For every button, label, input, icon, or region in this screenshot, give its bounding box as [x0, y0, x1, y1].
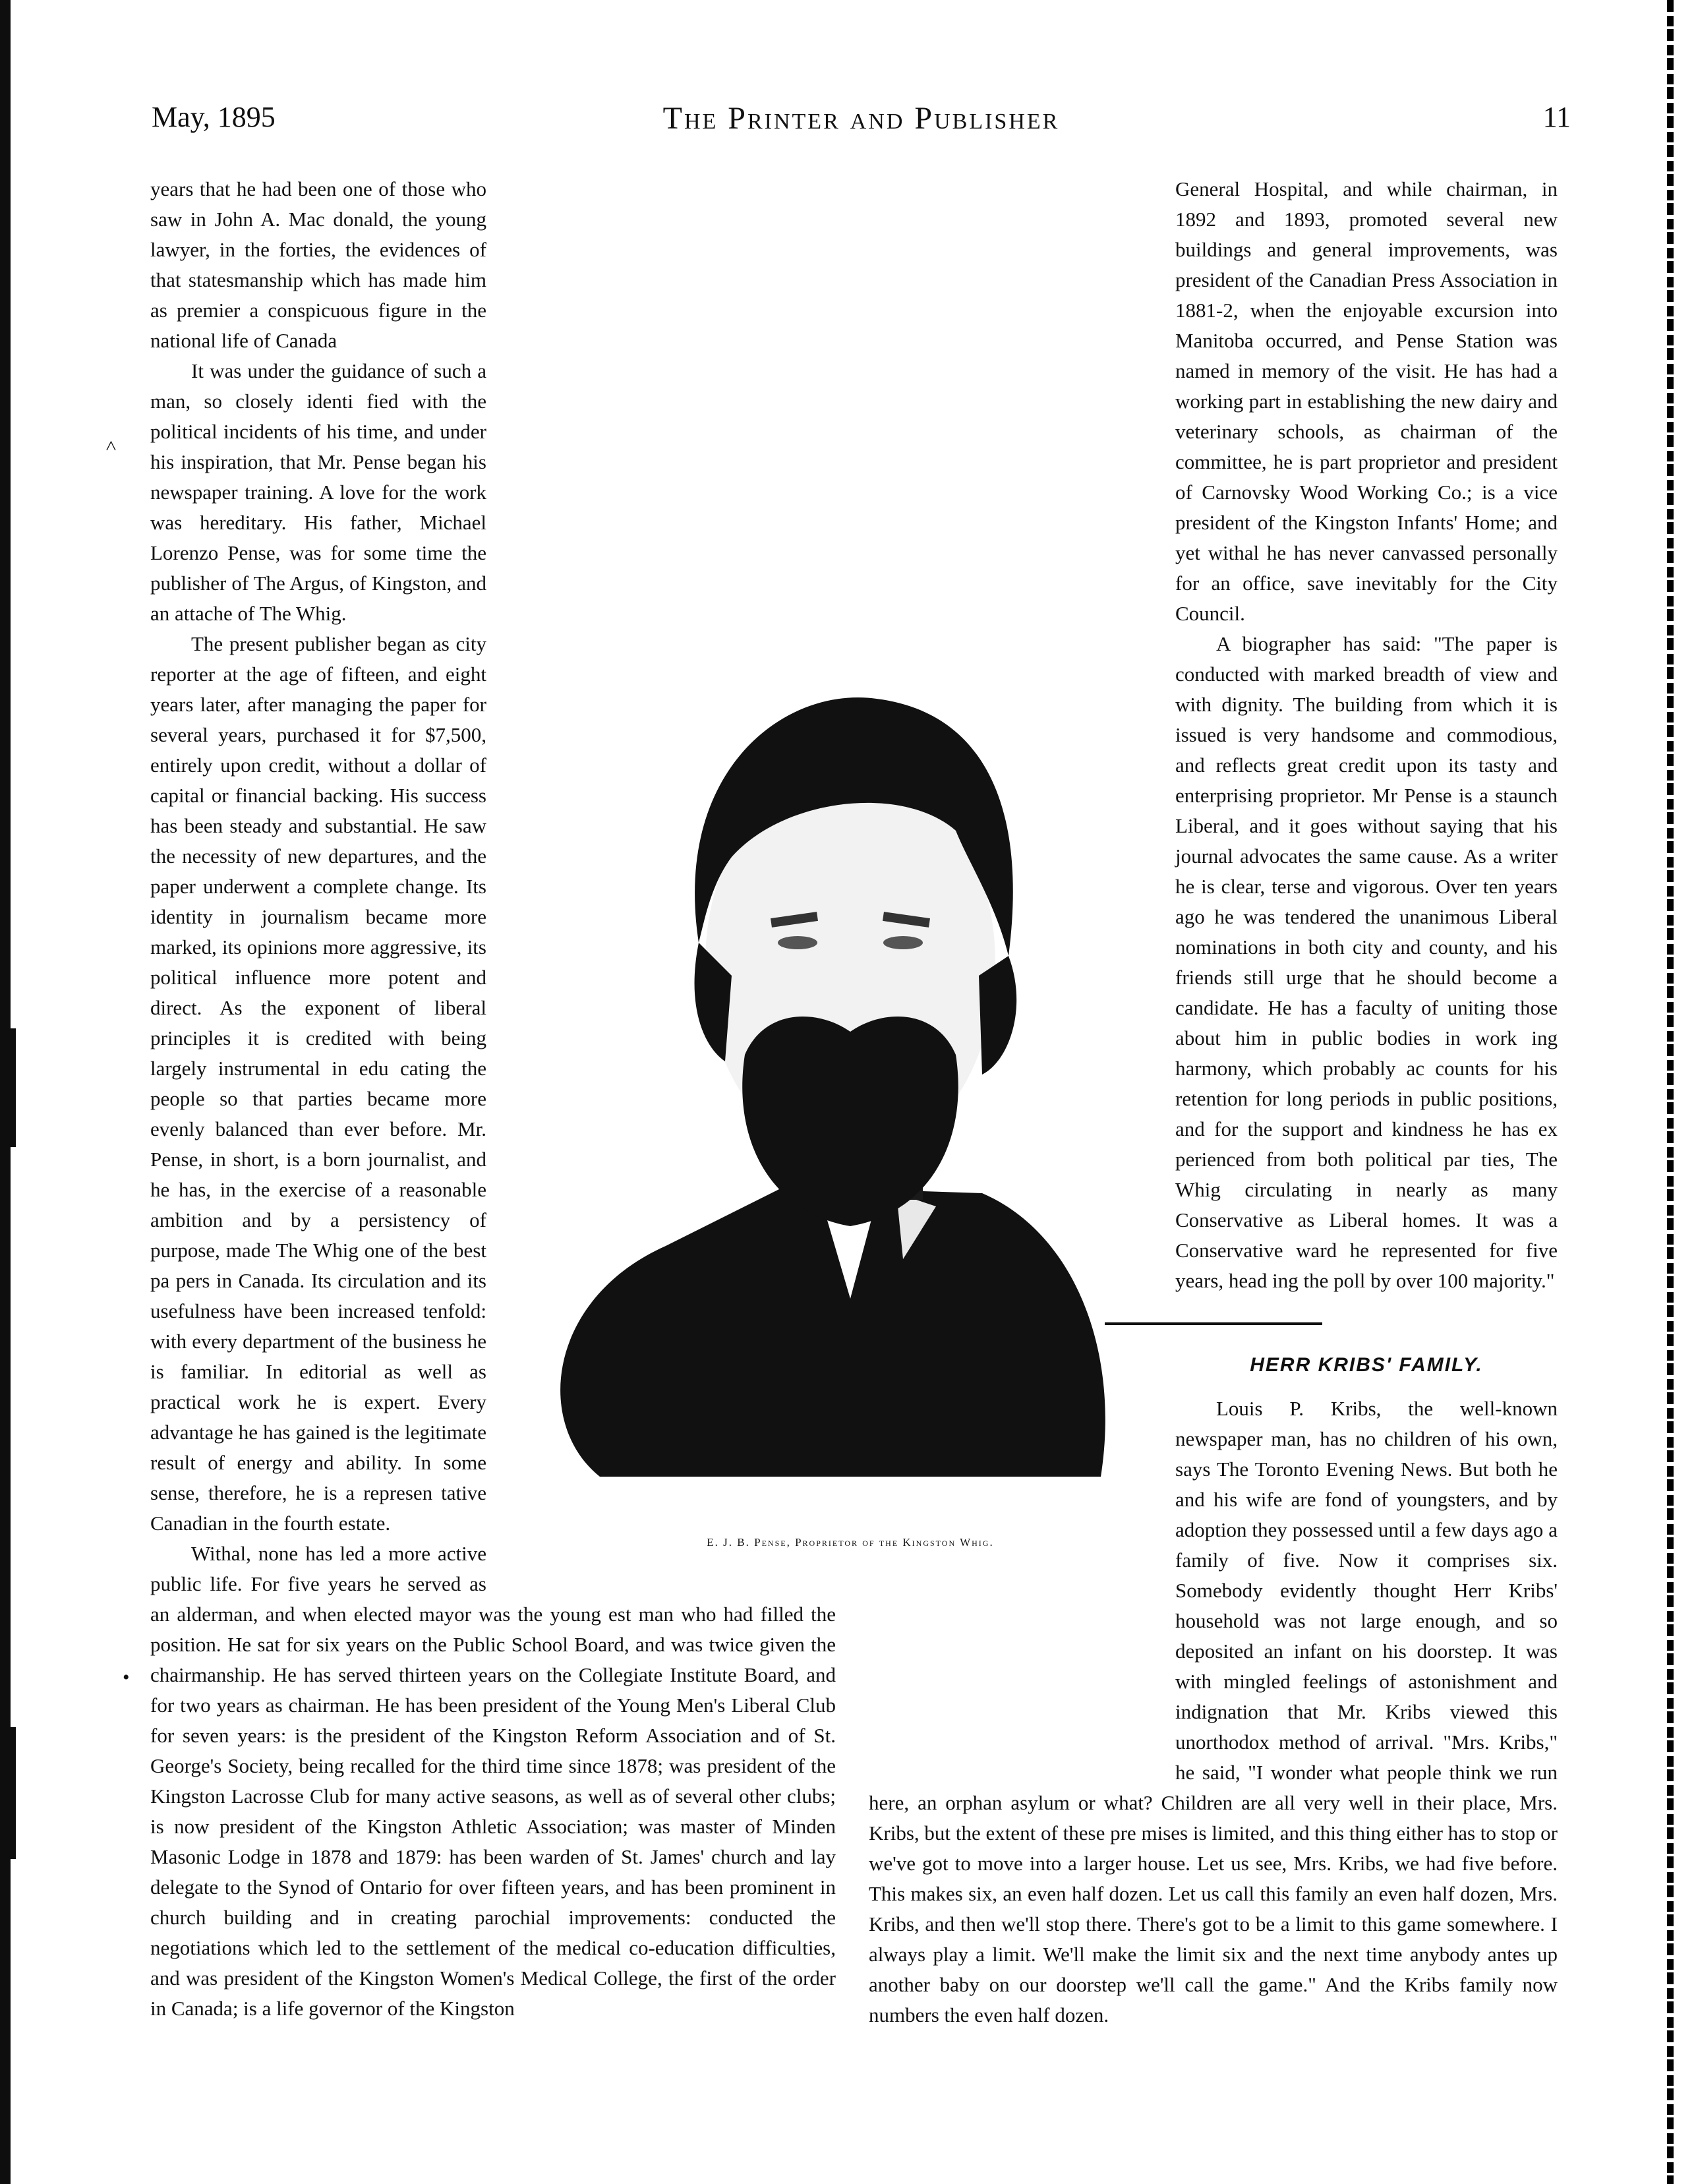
publication-title: The Printer and Publisher: [662, 101, 1060, 136]
paragraph: years that he had been one of those who saw in John A. Mac donald, the young lawyer, in the forties, the evidences of that statesmanship which has made him as premier a conspicuous figure in the national life of Canada: [150, 177, 486, 352]
paragraph: General Hospital, and while chairman, in 1892 and 1893, promoted several new buildings and general improvements, was president of the Canadian Press Association in 1881-2, when the enjoyable excursion into Manitoba occurred, and Pense Station was named in memory of the visit. He has had a working part in establishing the new dairy and veterinary schools, as chairman of the committee, he is part proprietor and president of Carnovsky Wood Working Co.; is a vice president of the Kingston Infants' Home; and yet withal he has never canvassed personally for an office, save inevitably for the City Council.: [1175, 177, 1558, 625]
stray-mark: ˄: [105, 435, 117, 457]
scan-edge-right: [1667, 0, 1674, 2184]
issue-date: May, 1895: [152, 101, 276, 133]
paragraph: It was under the guidance of such a man, so closely identi fied with the political incidents of his time, and under his inspiration, that Mr. Pense began his newspaper training. A love for the work was hereditary. His father, Michael Lorenzo Pense, was for some time the publisher of The Argus, of Kingston, and an attache of The Whig.: [150, 359, 486, 625]
paragraph: The present publisher began as city reporter at the age of fifteen, and eight years later, after managing the paper for several years, purchased it for $7,500, entirely upon credit, without a dollar of capital or financial backing. His success has been steady and substantial. He saw the necessity of new departures, and the paper underwent a complete change. Its identity in journalism became more marked, its opinions more aggressive, its political influence more potent and direct. As the exponent of liberal principles it is credited with being largely instrumental in edu cating the people so that parties became more evenly balanced than ever before. Mr. Pense, in short, is a born journalist, and he has, in the exercise of a reasonable ambition and by a persistency of purpose, made The Whig one of the best pa pers in Canada. Its circulation and its usefulness have been increased tenfold: with every department of the business he is familiar. In editorial as well as practical work he is expert. Every advantage he has gained is the legitimate result of energy and ability. In some sense, therefore, he is a represen tative Canadian in the fourth estate.: [150, 632, 486, 1535]
scan-mark: [11, 1028, 16, 1147]
scan-edge-left: [0, 0, 11, 2184]
paragraph: Louis P. Kribs, the well-known newspaper man, has no children of his own, says The Toronto Evening News. But both he and his wife are fond of youngsters, and by adoption they possessed until a few days ago a family of five. Now it comprises six. Somebody evidently thought Herr Kribs' household was not large enough, and so deposited an infant on his doorstep. It was with mingled feelings of astonishment and indignation that Mr. Kribs viewed this unorthodox method of arrival. "Mrs. Kribs," he said, "I wonder what people think we run here, an orphan asylum or what? Children are all very well in their place, Mrs. Kribs, but the extent of these pre mises is limited, and this thing either has to stop or we've got to move into a larger house. Let us see, Mrs. Kribs, we had five before. This makes six, an even half dozen. Let us call this family an even half dozen, Mrs. Kribs, and then we'll stop there. There's got to be a limit to this game somewhere. I always play a limit. We'll make the limit six and the next time anybody antes up another baby on our doorstep we'll call the game." And the Kribs family now numbers the even half dozen.: [869, 1397, 1558, 2026]
scan-mark: [11, 1727, 16, 1859]
running-header: [152, 100, 1571, 146]
portrait-photo: [508, 666, 1154, 1503]
paragraph: Withal, none has led a more active public life. For five years he served as an alderman, and when elected mayor was the young est man who had filled the position. He sat for six years on the Public School Board, and was twice given the chairmanship. He has served thirteen years on the Collegiate Institute Board, and for two years as chairman. He has been president of the Young Men's Liberal Club for seven years: is the president of the Kingston Reform Association and of St. George's Society, being recalled for the third time since 1878; was president of the Kingston Lacrosse Club for many active seasons, as well as of several other clubs; is now president of the Kingston Athletic Association; was master of Minden Masonic Lodge in 1878 and 1879: has been warden of St. James' church and lay delegate to the Synod of Ontario for over fifteen years, and has been prominent in church building and in creating parochial improvements: conducted the negotiations which led to the settlement of the medical co-education difficulties, and was president of the Kingston Women's Medical College, the first of the order in Canada; is a life governor of the Kingston: [150, 1542, 836, 2020]
paragraph: A biographer has said: "The paper is conducted with marked breadth of view and with dignity. The building from which it is issued is very handsome and commodious, and reflects great credit upon its tasty and enterprising proprietor. Mr Pense is a staunch Liberal, and it goes without saying that his journal advocates the same cause. As a writer he is clear, terse and vigorous. Over ten years ago he was tendered the unanimous Liberal nominations in both city and county, and his friends still urge that he should become a candidate. He has a faculty of uniting those about him in public bodies in work ing harmony, which probably ac counts for his retention for long periods in public positions, and for the support and kindness he has ex perienced from both political par ties, The Whig circulating in nearly as many Conservative as Liberal homes. It was a Conservative ward he represented for five years, head ing the poll by over 100 majority.": [1175, 632, 1558, 1292]
portrait-caption: E. J. B. Pense, Proprietor of the Kingston Whig.: [707, 1536, 994, 1549]
stray-mark: •: [123, 1667, 130, 1688]
page-number: 11: [1542, 101, 1571, 133]
section-heading: HERR KRIBS' FAMILY.: [1250, 1354, 1483, 1376]
